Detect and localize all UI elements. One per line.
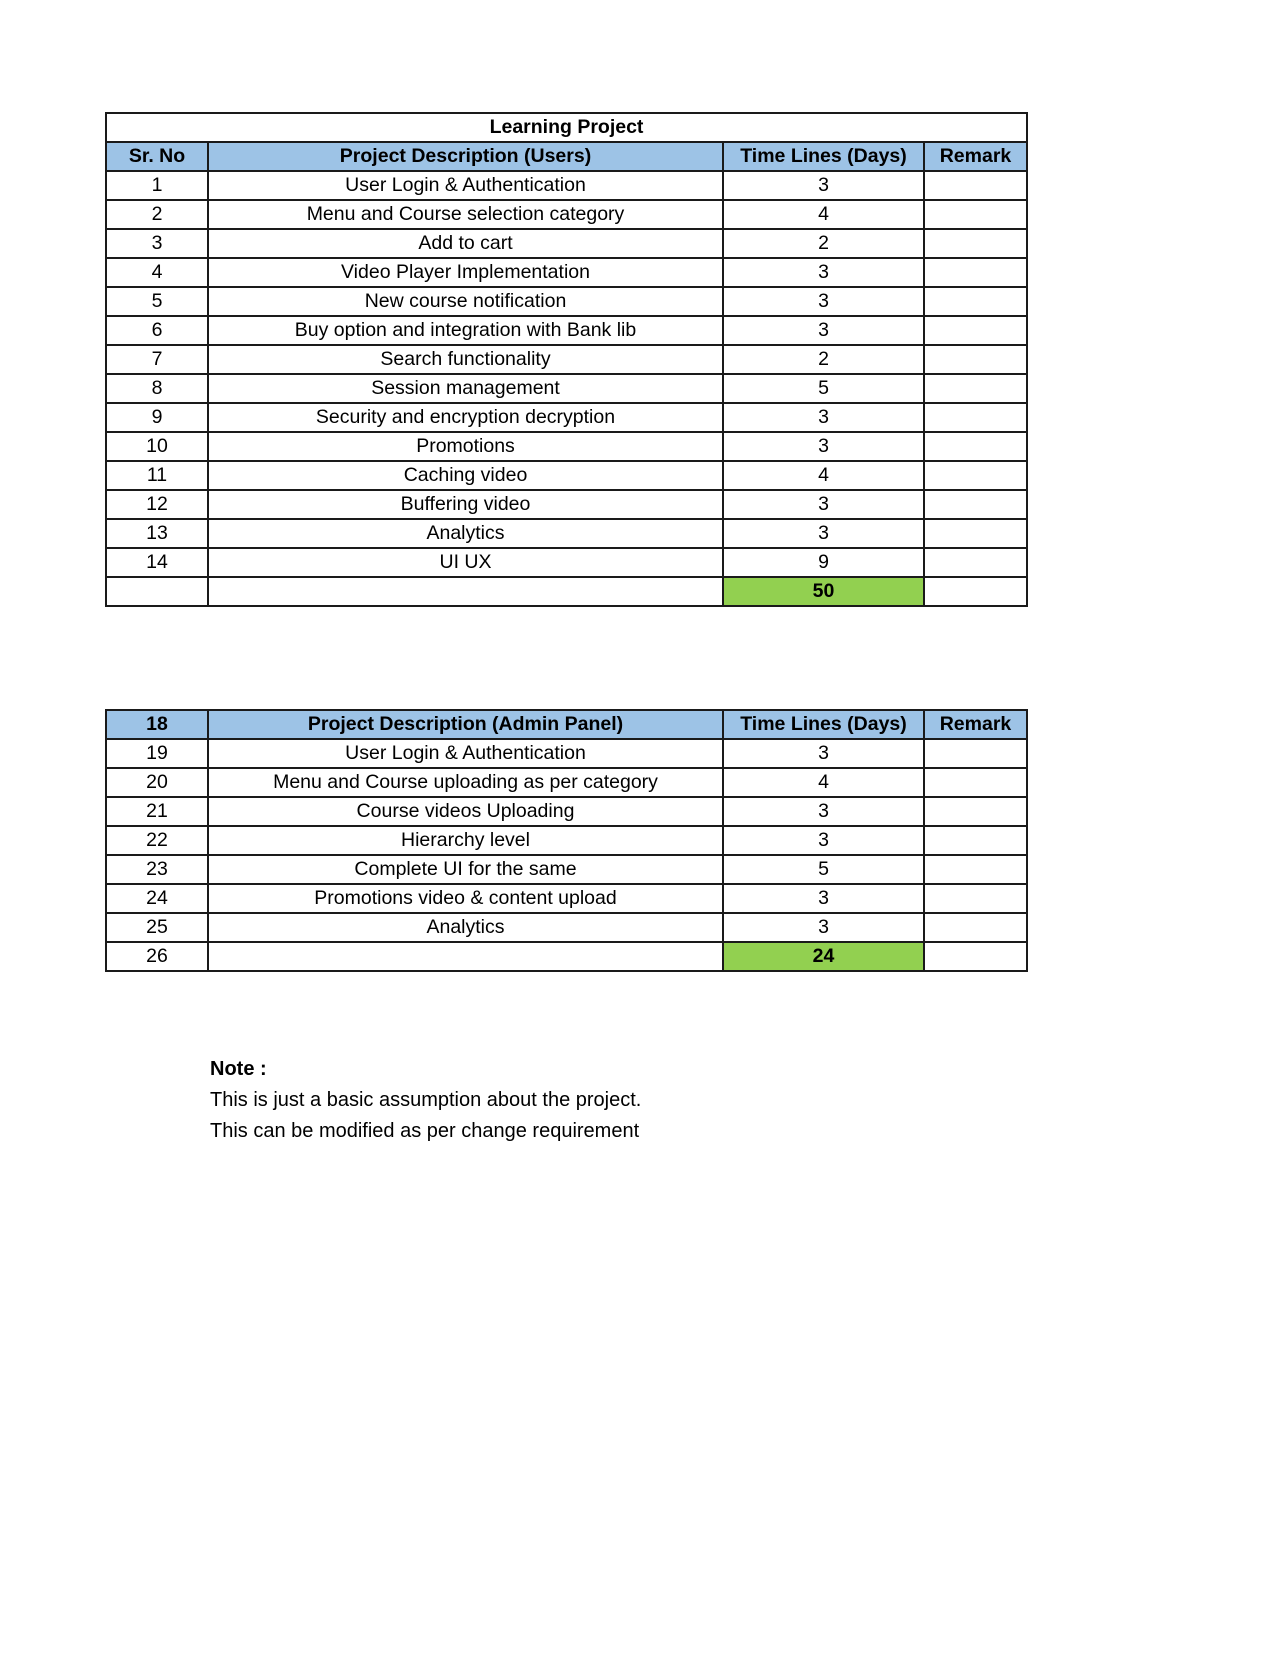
cell-timeline-days: 3: [723, 826, 924, 855]
cell-remark: [924, 548, 1027, 577]
cell-description: Add to cart: [208, 229, 723, 258]
table-row: [106, 855, 1027, 884]
cell-sr-no: 22: [106, 826, 208, 855]
total-row: [106, 942, 1027, 971]
cell-description: [208, 577, 723, 606]
cell-remark: [924, 258, 1027, 287]
table-row: [106, 739, 1027, 768]
header-row: [106, 710, 1027, 739]
cell-timeline-days: 4: [723, 461, 924, 490]
cell-sr-no: 5: [106, 287, 208, 316]
cell-sr-no: 1: [106, 171, 208, 200]
table-row: [106, 826, 1027, 855]
cell-sr-no: 14: [106, 548, 208, 577]
cell-remark: [924, 913, 1027, 942]
table-title: Learning Project: [106, 113, 1027, 142]
header-row: [106, 142, 1027, 171]
cell-sr-no: 8: [106, 374, 208, 403]
header-description: Project Description (Users): [208, 142, 723, 171]
cell-remark: [924, 855, 1027, 884]
header-description: Project Description (Admin Panel): [208, 710, 723, 739]
cell-description: User Login & Authentication: [208, 739, 723, 768]
cell-remark: [924, 287, 1027, 316]
cell-remark: [924, 768, 1027, 797]
cell-timeline-days: 2: [723, 345, 924, 374]
cell-remark: [924, 519, 1027, 548]
table-row: [106, 768, 1027, 797]
total-days: 50: [723, 577, 924, 606]
table-row: [106, 797, 1027, 826]
cell-sr-no: 2: [106, 200, 208, 229]
cell-remark: [924, 200, 1027, 229]
cell-description: Search functionality: [208, 345, 723, 374]
cell-sr-no: [106, 577, 208, 606]
cell-sr-no: 13: [106, 519, 208, 548]
note-line: This can be modified as per change requirement: [210, 1120, 640, 1142]
cell-description: Promotions: [208, 432, 723, 461]
cell-timeline-days: 3: [723, 884, 924, 913]
cell-timeline-days: 3: [723, 258, 924, 287]
table-row: [106, 171, 1027, 200]
header-sr-no: 18: [106, 710, 208, 739]
cell-remark: [924, 316, 1027, 345]
cell-timeline-days: 3: [723, 739, 924, 768]
cell-remark: [924, 345, 1027, 374]
cell-sr-no: 25: [106, 913, 208, 942]
cell-timeline-days: 2: [723, 229, 924, 258]
header-sr-no: Sr. No: [106, 142, 208, 171]
note-block: [210, 1054, 641, 1147]
cell-timeline-days: 3: [723, 316, 924, 345]
cell-remark: [924, 490, 1027, 519]
cell-description: Buy option and integration with Bank lib: [208, 316, 723, 345]
table-row: [106, 548, 1027, 577]
cell-remark: [924, 826, 1027, 855]
cell-sr-no: 19: [106, 739, 208, 768]
cell-sr-no: 26: [106, 942, 208, 971]
table-row: [106, 200, 1027, 229]
cell-remark: [924, 229, 1027, 258]
table-row: [106, 884, 1027, 913]
cell-description: Analytics: [208, 519, 723, 548]
total-days: 24: [723, 942, 924, 971]
cell-remark: [924, 432, 1027, 461]
cell-sr-no: 23: [106, 855, 208, 884]
cell-timeline-days: 5: [723, 374, 924, 403]
cell-description: Menu and Course selection category: [208, 200, 723, 229]
table-row: [106, 345, 1027, 374]
cell-sr-no: 21: [106, 797, 208, 826]
table-row: [106, 490, 1027, 519]
cell-remark: [924, 739, 1027, 768]
header-timelines: Time Lines (Days): [723, 142, 924, 171]
table-row: [106, 258, 1027, 287]
cell-remark: [924, 403, 1027, 432]
cell-description: Video Player Implementation: [208, 258, 723, 287]
cell-sr-no: 20: [106, 768, 208, 797]
cell-timeline-days: 3: [723, 287, 924, 316]
table-row: [106, 432, 1027, 461]
cell-sr-no: 11: [106, 461, 208, 490]
cell-description: Session management: [208, 374, 723, 403]
note-line: This is just a basic assumption about the project.: [210, 1089, 642, 1111]
cell-description: New course notification: [208, 287, 723, 316]
cell-timeline-days: 3: [723, 913, 924, 942]
cell-timeline-days: 3: [723, 519, 924, 548]
cell-remark: [924, 461, 1027, 490]
cell-timeline-days: 3: [723, 432, 924, 461]
cell-description: Hierarchy level: [208, 826, 723, 855]
table-row: [106, 287, 1027, 316]
cell-timeline-days: 3: [723, 490, 924, 519]
table-row: [106, 316, 1027, 345]
table-row: [106, 403, 1027, 432]
table-row: [106, 913, 1027, 942]
cell-timeline-days: 4: [723, 768, 924, 797]
cell-description: Security and encryption decryption: [208, 403, 723, 432]
cell-description: Complete UI for the same: [208, 855, 723, 884]
cell-sr-no: 3: [106, 229, 208, 258]
cell-timeline-days: 4: [723, 200, 924, 229]
cell-sr-no: 4: [106, 258, 208, 287]
header-remark: Remark: [924, 710, 1027, 739]
cell-description: Buffering video: [208, 490, 723, 519]
users-timeline-table: [105, 112, 1028, 607]
cell-description: Course videos Uploading: [208, 797, 723, 826]
cell-timeline-days: 9: [723, 548, 924, 577]
table-row: [106, 461, 1027, 490]
cell-remark: [924, 797, 1027, 826]
cell-sr-no: 6: [106, 316, 208, 345]
cell-remark: [924, 942, 1027, 971]
cell-sr-no: 7: [106, 345, 208, 374]
header-remark: Remark: [924, 142, 1027, 171]
total-row: [106, 577, 1027, 606]
cell-description: UI UX: [208, 548, 723, 577]
table-row: [106, 229, 1027, 258]
cell-description: Analytics: [208, 913, 723, 942]
cell-timeline-days: 3: [723, 797, 924, 826]
table-title-row: [106, 113, 1027, 142]
admin-timeline-table: [105, 709, 1028, 972]
header-timelines: Time Lines (Days): [723, 710, 924, 739]
cell-remark: [924, 171, 1027, 200]
table-row: [106, 519, 1027, 548]
cell-remark: [924, 884, 1027, 913]
cell-timeline-days: 5: [723, 855, 924, 884]
cell-description: User Login & Authentication: [208, 171, 723, 200]
cell-description: Caching video: [208, 461, 723, 490]
cell-timeline-days: 3: [723, 403, 924, 432]
cell-description: [208, 942, 723, 971]
cell-sr-no: 12: [106, 490, 208, 519]
cell-remark: [924, 374, 1027, 403]
cell-description: Promotions video & content upload: [208, 884, 723, 913]
cell-sr-no: 10: [106, 432, 208, 461]
cell-description: Menu and Course uploading as per category: [208, 768, 723, 797]
note-title: Note :: [210, 1058, 267, 1080]
cell-timeline-days: 3: [723, 171, 924, 200]
cell-remark: [924, 577, 1027, 606]
table-row: [106, 374, 1027, 403]
cell-sr-no: 9: [106, 403, 208, 432]
cell-sr-no: 24: [106, 884, 208, 913]
